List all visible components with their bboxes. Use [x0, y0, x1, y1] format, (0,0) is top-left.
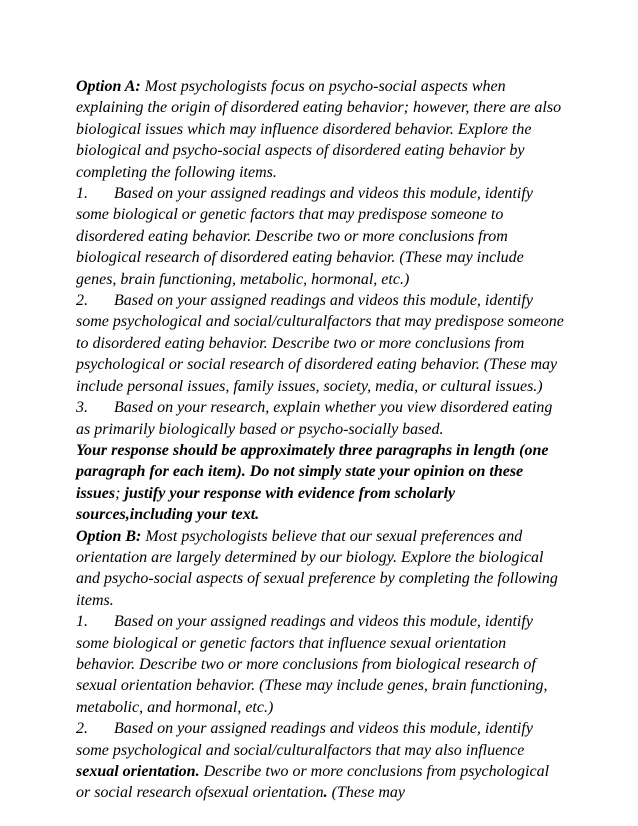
item-number: 2.: [76, 720, 88, 738]
item-number: 2.: [76, 292, 88, 310]
item-text: Based on your assigned readings and videos this module, identify some psychological and social/culturalfactors that may predispose someone to disordered eating behavior. Describe two or more conclusions from psychological or social research of disordered eating behavior. (These may include personal issues, family issues, society, media, or cultural issues.): [76, 292, 564, 395]
option-b-intro-text: Most psychologists believe that our sexual preferences and orientation are largely determined by our biology. Explore the biological and psycho-social aspects of sexual preference by completing the following items.: [76, 527, 558, 609]
option-a-item-2: [76, 290, 566, 397]
option-a-item-3: [76, 397, 566, 440]
instruction-semicolon: ;: [115, 484, 121, 502]
option-a-intro: [76, 76, 566, 183]
option-a-instruction: [76, 440, 566, 526]
option-b-item-1: [76, 611, 566, 718]
item-bold-text: sexual orientation.: [76, 763, 200, 780]
item-text-tail: (These may: [327, 784, 405, 802]
item-number: 1.: [76, 185, 88, 203]
instruction-bold-2: justify your response with evidence from scholarly sources,including your text.: [76, 484, 456, 524]
option-a-label: Option A:: [76, 78, 141, 95]
option-b-intro: [76, 526, 566, 612]
item-number: 1.: [76, 613, 88, 631]
item-text: Based on your assigned readings and videos this module, identify some biological or genetic factors that influence sexual orientation behavior. Describe two or more conclusions from biological research of sexual orientation behavior. (These may include genes, brain functioning, metabolic, and hormonal, etc.): [76, 613, 548, 716]
document-page: [76, 76, 566, 804]
item-bold-period: .: [323, 784, 328, 802]
option-a-intro-text: Most psychologists focus on psycho-social aspects when explaining the origin of disordered eating behavior; however, there are also biological issues which may influence disordered behavior. Explore the biological and psycho-social aspects of disordered eating behavior by completing the following items.: [76, 78, 562, 181]
item-text-continued: Describe two or more conclusions from psychological or social research ofsexual orientation: [76, 763, 550, 802]
item-text: Based on your research, explain whether you view disordered eating as primarily biologically based or psycho-socially based.: [76, 399, 553, 438]
instruction-bold: Your response should be approximately three paragraphs in length (one paragraph for each item). Do not simply state your opinion on these issues: [76, 441, 549, 502]
item-text: Based on your assigned readings and videos this module, identify some psychological and social/culturalfactors that may also influence: [76, 720, 533, 759]
item-number: 3.: [76, 399, 88, 417]
option-a-item-1: [76, 183, 566, 290]
item-text: Based on your assigned readings and videos this module, identify some biological or genetic factors that may predispose someone to disordered eating behavior. Describe two or more conclusions from biological research of disordered eating behavior. (These may include genes, brain functioning, metabolic, hormonal, etc.): [76, 185, 533, 288]
option-b-item-2: [76, 718, 566, 804]
option-b-label: Option B:: [76, 527, 142, 545]
